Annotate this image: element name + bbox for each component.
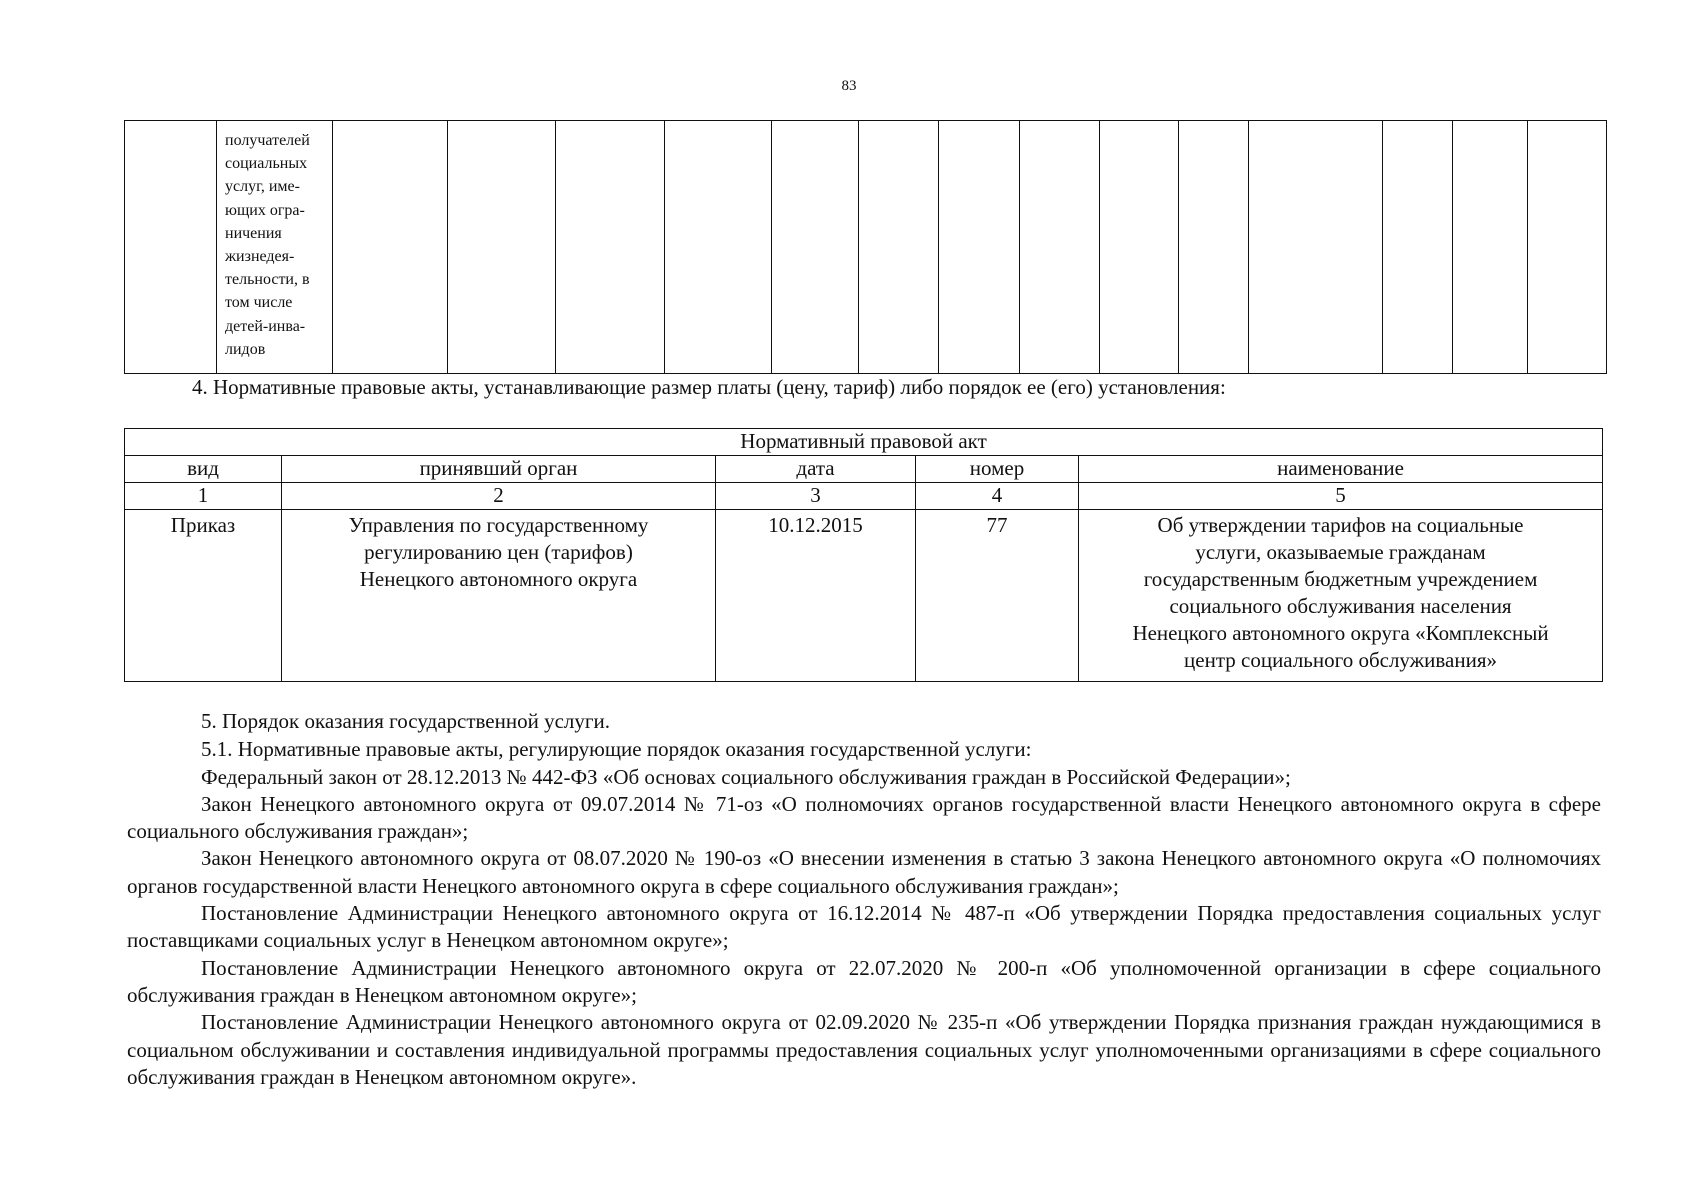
cell-line: получателей	[225, 132, 310, 149]
section-5-heading: 5. Порядок оказания государственной услуги.	[201, 709, 610, 733]
table-cell	[1179, 121, 1249, 374]
cell-line: регулированию цен (тарифов)	[364, 540, 633, 564]
cell-line: Об утверждении тарифов на социальные	[1157, 513, 1524, 537]
cell-line: лидов	[225, 340, 266, 358]
act-title-cell	[1079, 510, 1603, 682]
cell-line: том числе	[225, 294, 293, 312]
table-header-row	[125, 456, 1603, 483]
table-cell	[1100, 121, 1179, 374]
table-cell	[1383, 121, 1453, 374]
table-cell	[333, 121, 448, 374]
table-cell	[448, 121, 556, 374]
column-number: 1	[125, 483, 282, 510]
cell-line: социальных	[225, 155, 308, 173]
table-cell	[939, 121, 1020, 374]
act-authority-cell	[282, 510, 716, 682]
continuation-table	[124, 120, 1607, 374]
table-cell	[1249, 121, 1383, 374]
table-row	[125, 121, 1607, 374]
column-header-title: наименование	[1079, 456, 1603, 483]
column-header-date: дата	[716, 456, 916, 483]
legal-act-paragraph: Постановление Администрации Ненецкого автономного округа от 16.12.2014 № 487-п «Об утверждении Порядка предоставления социальных услуг поставщиками социальных услуг в Ненецком автономном округе»;	[127, 901, 1601, 953]
legal-act-paragraph: Закон Ненецкого автономного округа от 08.07.2020 № 190-оз «О внесении изменения в статью 3 закона Ненецкого автономного округа «О полномочиях органов государственной власти Ненецкого автономного округа в сфере социального обслуживания граждан»;	[127, 846, 1601, 898]
recipient-category-cell	[217, 121, 333, 374]
table-cell	[556, 121, 665, 374]
legal-act-paragraph: Постановление Администрации Ненецкого автономного округа от 02.09.2020 № 235-п «Об утверждении Порядка признания граждан нуждающимися в социальном обслуживании и составления индивидуальной программы предоставления социальных услуг уполномоченными организациями в сфере социального обслуживания граждан в Ненецком автономном округе».	[127, 1010, 1601, 1089]
section-5-1-heading: 5.1. Нормативные правовые акты, регулирующие порядок оказания государственной услуги:	[201, 737, 1032, 762]
column-header-kind: вид	[125, 456, 282, 483]
column-header-number: номер	[916, 456, 1079, 483]
column-header-authority: принявший орган	[282, 456, 716, 483]
table-cell	[665, 121, 772, 374]
legal-act-paragraph: Федеральный закон от 28.12.2013 № 442-ФЗ «Об основах социального обслуживания граждан в Российской Федерации»;	[201, 764, 1291, 789]
cell-line: государственным бюджетным учреждением	[1143, 567, 1538, 591]
table-caption: Нормативный правовой акт	[125, 429, 1603, 456]
cell-line: Управления по государственному	[348, 513, 649, 537]
act-number-cell: 77	[916, 510, 1079, 682]
table-cell	[772, 121, 859, 374]
legal-act-paragraph: Закон Ненецкого автономного округа от 09.07.2014 № 71-оз «О полномочиях органов государственной власти Ненецкого автономного округа в сфере социального обслуживания граждан»;	[127, 791, 1601, 844]
column-number: 2	[282, 483, 716, 510]
cell-line: Ненецкого автономного округа	[359, 567, 638, 591]
table-caption-row	[125, 429, 1603, 456]
column-number: 4	[916, 483, 1079, 510]
table-cell	[1528, 121, 1607, 374]
legal-acts-table	[124, 428, 1603, 682]
act-kind-cell: Приказ	[125, 510, 282, 682]
cell-line: ющих огра-	[225, 201, 305, 219]
legal-act-paragraph: Постановление Администрации Ненецкого автономного округа от 22.07.2020 № 200-п «Об уполномоченной организации в сфере социального обслуживания граждан в Ненецком автономном округе»;	[127, 955, 1601, 1007]
act-date-cell: 10.12.2015	[716, 510, 916, 682]
table-row	[125, 510, 1603, 682]
section-4-heading: 4. Нормативные правовые акты, устанавливающие размер платы (цену, тариф) либо порядок ее (его) установления:	[192, 375, 1226, 399]
table-cell	[859, 121, 939, 374]
cell-line: Ненецкого автономного округа «Комплексный	[1132, 621, 1549, 645]
table-cell	[1020, 121, 1100, 374]
column-number-row	[125, 483, 1603, 510]
cell-line: тельности, в	[225, 271, 310, 289]
cell-line: услуг, име-	[225, 178, 300, 196]
cell-line: ничения	[225, 224, 282, 242]
column-number: 3	[716, 483, 916, 510]
cell-line: жизнедея-	[225, 248, 295, 266]
table-cell	[1453, 121, 1528, 374]
cell-line: детей-инва-	[225, 317, 306, 335]
cell-line: социального обслуживания населения	[1169, 594, 1512, 618]
column-number: 5	[1079, 483, 1603, 510]
cell-line: услуги, оказываемые гражданам	[1195, 540, 1486, 564]
cell-line: центр социального обслуживания»	[1184, 648, 1498, 672]
page-number: 83	[841, 78, 857, 94]
table-cell	[125, 121, 217, 374]
section-5-body	[127, 708, 1601, 1091]
